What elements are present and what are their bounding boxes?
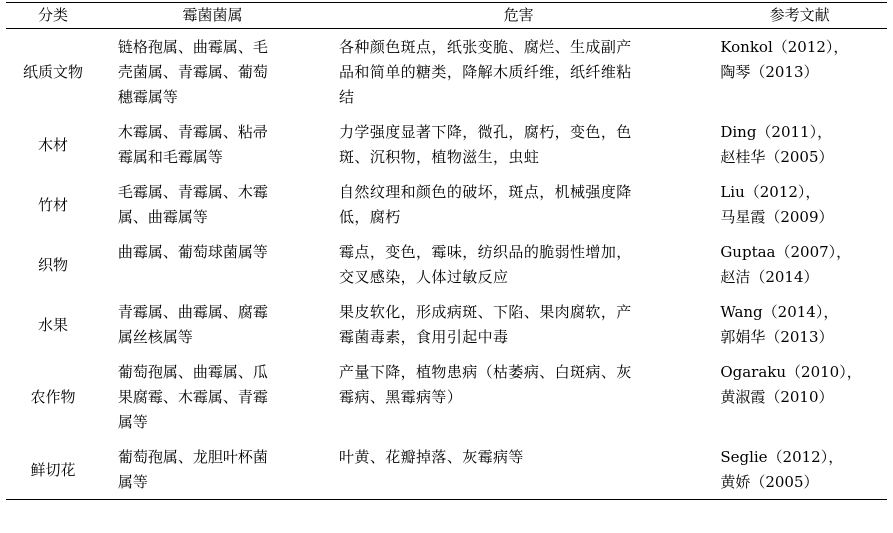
harm-line: 叶黄、花瓣掉落、灰霉病等 bbox=[339, 448, 524, 466]
reference-line: 马星霞（2009） bbox=[720, 208, 834, 226]
reference-line: Wang（2014）， bbox=[720, 303, 839, 321]
reference-line: Ogaraku（2010）， bbox=[720, 363, 862, 381]
references-cell bbox=[712, 174, 887, 234]
fungi-line: 青霉属、曲霉属、腐霉 bbox=[117, 303, 268, 321]
fungi-line: 穗霉属等 bbox=[117, 88, 178, 106]
references-cell bbox=[712, 114, 887, 174]
table-header bbox=[6, 3, 887, 29]
reference-line: 黄淑霞（2010） bbox=[720, 388, 834, 406]
harm-line: 品和简单的糖类，降解木质纤维，纸纤维粘 bbox=[339, 63, 632, 81]
reference-line: 黄娇（2005） bbox=[720, 473, 819, 491]
fungi-cell bbox=[100, 174, 325, 234]
harm-line: 交叉感染，人体过敏反应 bbox=[339, 268, 509, 286]
fungi-line: 毛霉属、青霉属、木霉 bbox=[117, 183, 268, 201]
fungi-line: 属等 bbox=[117, 413, 148, 431]
fungi-line: 霉属和毛霉属等 bbox=[117, 148, 223, 166]
harm-line: 力学强度显著下降，微孔，腐朽，变色，色 bbox=[339, 123, 632, 141]
table-body bbox=[6, 29, 887, 500]
header-category: 分类 bbox=[6, 3, 100, 29]
harm-line: 斑、沉积物，植物滋生，虫蛀 bbox=[339, 148, 540, 166]
fungi-cell bbox=[100, 439, 325, 500]
fungi-cell bbox=[100, 294, 325, 354]
harm-cell bbox=[325, 29, 712, 115]
category-cell: 织物 bbox=[37, 255, 68, 274]
harm-cell bbox=[325, 174, 712, 234]
category-cell: 水果 bbox=[37, 315, 68, 334]
harm-line: 霉病、黑霉病等） bbox=[339, 388, 463, 406]
harm-line: 低，腐朽 bbox=[339, 208, 401, 226]
fungi-line: 葡萄孢属、龙胆叶杯菌 bbox=[117, 448, 268, 466]
reference-line: Konkol（2012）， bbox=[720, 38, 849, 56]
harm-line: 结 bbox=[339, 88, 355, 106]
reference-line: Seglie（2012）， bbox=[720, 448, 844, 466]
header-row bbox=[6, 3, 887, 29]
harm-line: 霉菌毒素，食用引起中毒 bbox=[339, 328, 509, 346]
table-row bbox=[6, 439, 887, 500]
references-cell bbox=[712, 439, 887, 500]
category-cell: 农作物 bbox=[30, 388, 76, 406]
references-cell bbox=[712, 234, 887, 294]
fungi-line: 果腐霉、木霉属、青霉 bbox=[117, 388, 268, 406]
header-fungi: 霉菌菌属 bbox=[100, 3, 325, 29]
reference-line: Ding（2011）， bbox=[720, 123, 833, 141]
category-cell: 木材 bbox=[37, 135, 68, 154]
harm-line: 各种颜色斑点，纸张变脆、腐烂、生成副产 bbox=[339, 38, 632, 56]
fungi-line: 属丝核属等 bbox=[117, 328, 193, 346]
fungi-cell bbox=[100, 114, 325, 174]
reference-line: 郭娟华（2013） bbox=[720, 328, 834, 346]
table-row bbox=[6, 114, 887, 174]
table-row bbox=[6, 174, 887, 234]
references-cell bbox=[712, 354, 887, 439]
fungi-line: 木霉属、青霉属、粘帚 bbox=[117, 123, 268, 141]
fungi-line: 曲霉属、葡萄球菌属等 bbox=[117, 243, 268, 261]
harm-cell bbox=[325, 294, 712, 354]
fungi-cell bbox=[100, 234, 325, 294]
references-cell bbox=[712, 29, 887, 115]
harm-line: 产量下降，植物患病（枯萎病、白斑病、灰 bbox=[339, 363, 632, 381]
harm-line: 霉点，变色，霉味，纺织品的脆弱性增加， bbox=[339, 243, 632, 261]
fungi-cell bbox=[100, 354, 325, 439]
reference-line: 陶琴（2013） bbox=[720, 63, 819, 81]
category-cell: 纸质文物 bbox=[22, 63, 83, 81]
reference-line: 赵桂华（2005） bbox=[720, 148, 834, 166]
fungi-line: 壳菌属、青霉属、葡萄 bbox=[117, 63, 268, 81]
table-row bbox=[6, 294, 887, 354]
reference-line: Liu（2012）， bbox=[720, 183, 821, 201]
harm-cell bbox=[325, 234, 712, 294]
references-cell bbox=[712, 294, 887, 354]
table-row bbox=[6, 354, 887, 439]
category-cell: 鲜切花 bbox=[6, 439, 100, 500]
harm-cell bbox=[325, 439, 712, 500]
fungi-line: 链格孢属、曲霉属、毛 bbox=[117, 38, 268, 56]
header-harm: 危害 bbox=[325, 3, 712, 29]
table-row bbox=[6, 234, 887, 294]
fungi-cell bbox=[100, 29, 325, 115]
header-references: 参考文献 bbox=[712, 3, 887, 29]
harm-cell bbox=[325, 354, 712, 439]
fungi-line: 葡萄孢属、曲霉属、瓜 bbox=[117, 363, 268, 381]
fungi-line: 属等 bbox=[117, 473, 148, 491]
fungi-line: 属、曲霉属等 bbox=[117, 208, 208, 226]
reference-line: 赵洁（2014） bbox=[720, 268, 819, 286]
mold-hazard-table bbox=[6, 2, 887, 500]
table-row bbox=[6, 29, 887, 115]
reference-line: Guptaa（2007）， bbox=[720, 243, 852, 261]
harm-cell bbox=[325, 114, 712, 174]
harm-line: 果皮软化，形成病斑、下陷、果肉腐软，产 bbox=[339, 303, 632, 321]
category-cell: 竹材 bbox=[37, 195, 68, 214]
harm-line: 自然纹理和颜色的破坏，斑点，机械强度降 bbox=[339, 183, 632, 201]
